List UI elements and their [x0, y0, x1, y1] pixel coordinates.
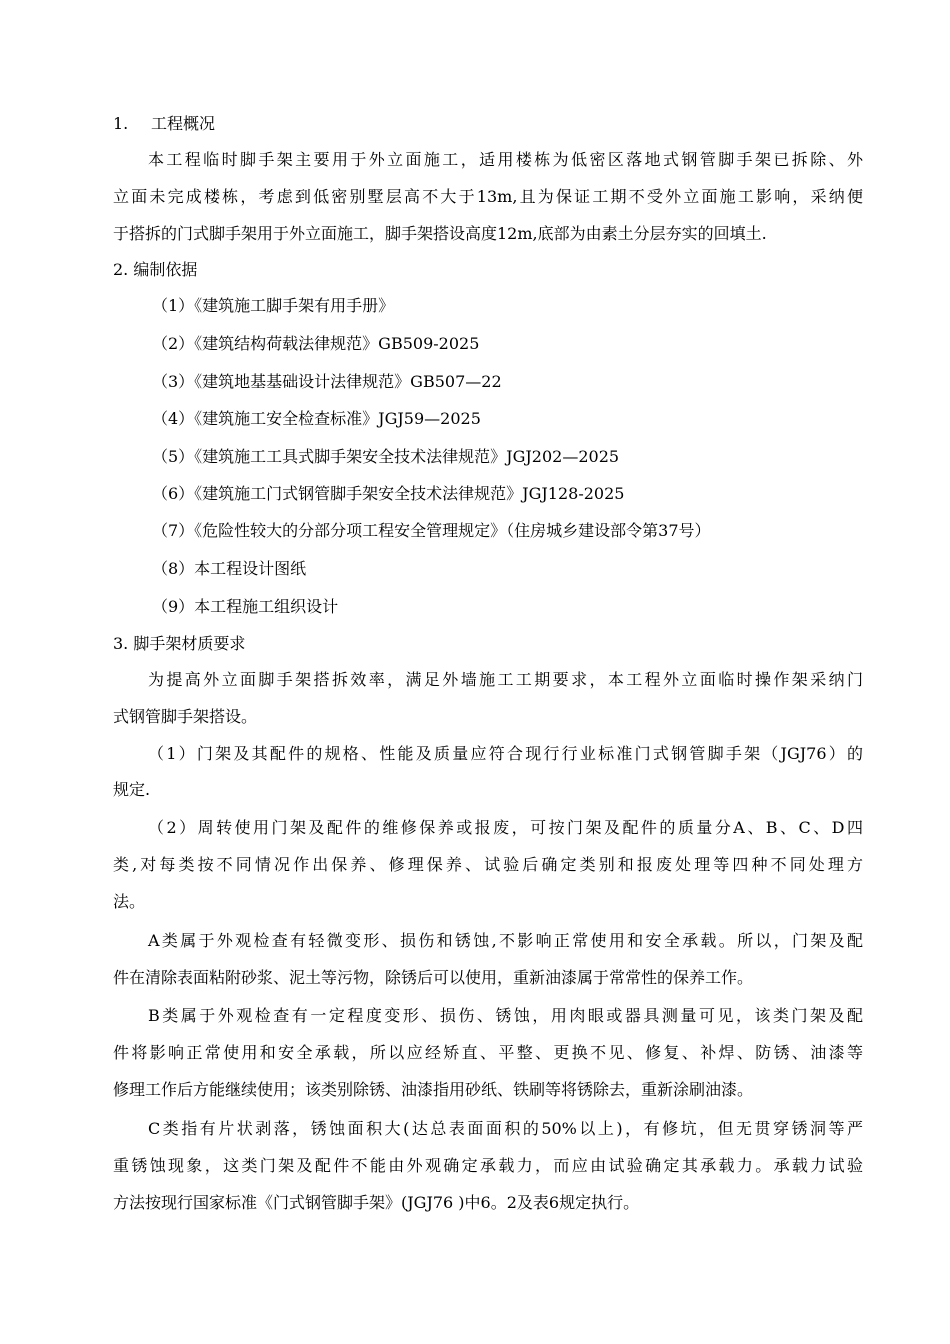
class-c-line: 方法按现行国家标准《门式钢管脚手架》(JGJ76 )中6。2及表6规定执行。: [113, 1193, 640, 1212]
class-c-line: 重锈蚀现象，这类门架及配件不能由外观确定承载力，而应由试验确定其承载力。承载力试验: [113, 1156, 863, 1175]
section-1-title: 工程概况: [151, 114, 216, 133]
reference-item: （9）本工程施工组织设计: [152, 597, 339, 616]
section-3-intro-line: 为提高外立面脚手架搭拆效率，满足外墙施工工期要求，本工程外立面临时操作架采纳门: [148, 670, 863, 689]
requirement-item-2-line: （2）周转使用门架及配件的维修保养或报废，可按门架及配件的质量分A、B、C、D四: [148, 818, 863, 837]
section-1-paragraph-line: 本工程临时脚手架主要用于外立面施工，适用楼栋为低密区落地式钢管脚手架已拆除、外: [148, 150, 863, 169]
class-c-line: C类指有片状剥落，锈蚀面积大(达总表面面积的50%以上)，有修坑，但无贯穿锈洞等严: [148, 1119, 863, 1138]
reference-item: （1）《建筑施工脚手架有用手册》: [152, 296, 395, 315]
section-1-number: 1.: [113, 114, 129, 133]
reference-item: （7）《危险性较大的分部分项工程安全管理规定》（住房城乡建设部令第37号）: [152, 521, 711, 540]
class-b-line: 件将影响正常使用和安全承载，所以应经矫直、平整、更换不见、修复、补焊、防锈、油漆等: [113, 1043, 863, 1062]
section-3-intro-line: 式钢管脚手架搭设。: [113, 707, 258, 726]
section-1-paragraph-line: 立面未完成楼栋，考虑到低密别墅层高不大于13m,且为保证工期不受外立面施工影响，采纳便: [113, 187, 863, 206]
reference-item: （2）《建筑结构荷载法律规范》GB509-2025: [152, 334, 480, 353]
reference-item: （8）本工程设计图纸: [152, 559, 307, 578]
section-3-heading: 3. 脚手架材质要求: [113, 634, 246, 653]
reference-item: （6）《建筑施工门式钢管脚手架安全技术法律规范》JGJ128-2025: [152, 484, 625, 503]
reference-item: （5）《建筑施工工具式脚手架安全技术法律规范》JGJ202—2025: [152, 447, 620, 466]
requirement-item-2-line: 类,对每类按不同情况作出保养、修理保养、试验后确定类别和报废处理等四种不同处理方: [113, 855, 863, 874]
requirement-item-1-line: （1）门架及其配件的规格、性能及质量应符合现行行业标准门式钢管脚手架（JGJ76）的: [148, 744, 863, 763]
class-a-line: A类属于外观检查有轻微变形、损伤和锈蚀,不影响正常使用和安全承载。所以，门架及配: [148, 931, 863, 950]
class-a-line: 件在清除表面粘附砂浆、泥土等污物，除锈后可以使用，重新油漆属于常常性的保养工作。: [113, 968, 754, 987]
requirement-item-2-line: 法。: [113, 892, 146, 911]
reference-item: （3）《建筑地基基础设计法律规范》GB507—22: [152, 372, 502, 391]
section-1-heading: [113, 114, 863, 134]
requirement-item-1-line: 规定.: [113, 780, 151, 799]
section-2-heading: 2. 编制依据: [113, 260, 198, 279]
class-b-line: B类属于外观检查有一定程度变形、损伤、锈蚀，用肉眼或器具测量可见，该类门架及配: [148, 1006, 863, 1025]
reference-item: （4）《建筑施工安全检查标准》JGJ59—2025: [152, 409, 481, 428]
class-b-line: 修理工作后方能继续使用；该类别除锈、油漆指用砂纸、铁刷等将锈除去，重新涂刷油漆。: [113, 1080, 754, 1099]
section-1-paragraph-line: 于搭拆的门式脚手架用于外立面施工，脚手架搭设高度12m,底部为由素土分层夯实的回填土.: [113, 224, 767, 243]
